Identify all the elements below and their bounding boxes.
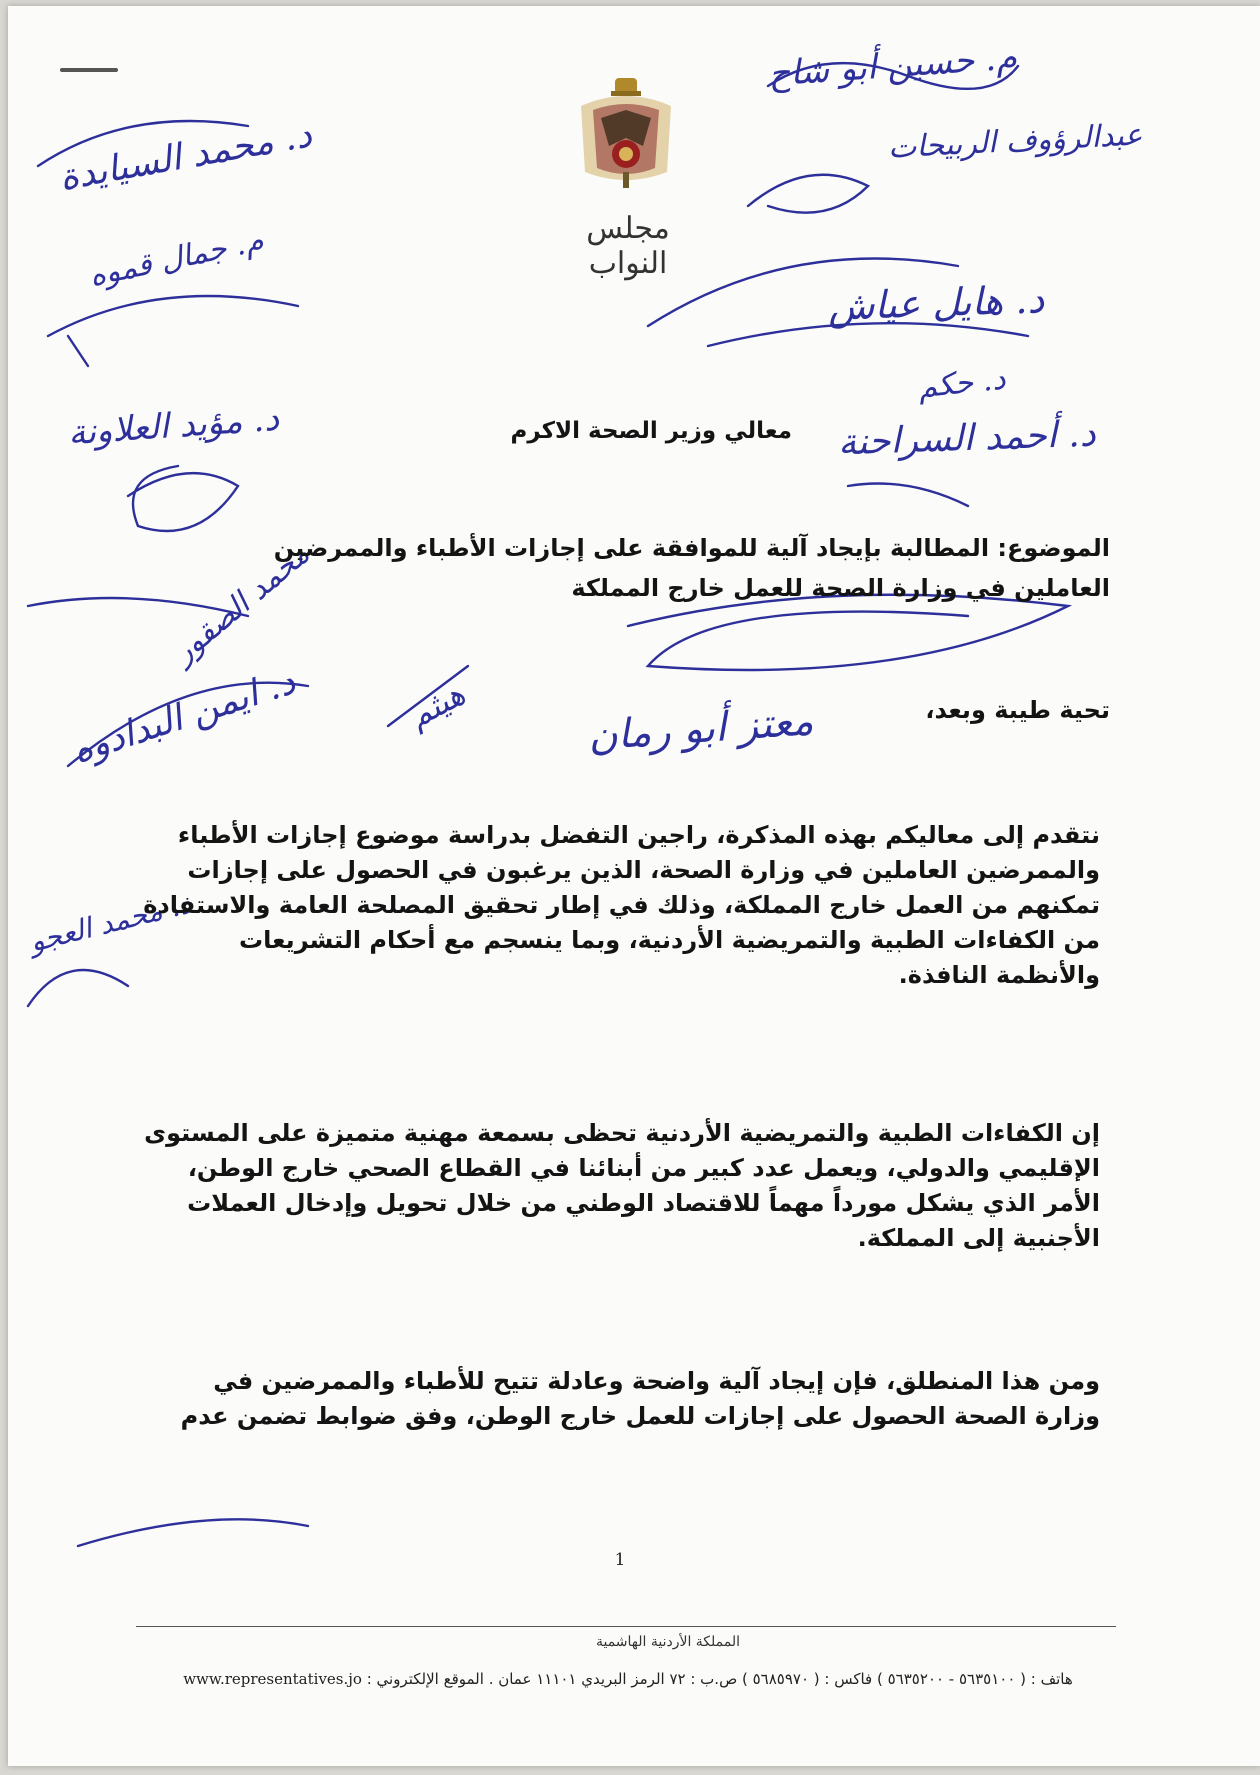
- recipient: معالي وزير الصحة الاكرم: [510, 418, 792, 444]
- signature: د. أحمد السراحنة: [837, 413, 1097, 464]
- signature: م. حسين أبو شاح: [766, 37, 1019, 95]
- signature: د. هايل عياش: [827, 277, 1045, 329]
- paragraph: ومن هذا المنطلق، فإن إيجاد آلية واضحة وعادلة تتيح للأطباء والممرضين في وزارة الصحة الحصول على إجازات للعمل خارج الوطن، وفق ضوابط تضمن عدم: [180, 1367, 1100, 1430]
- website-link[interactable]: www.representatives.jo: [183, 1670, 362, 1688]
- footer-contact: [168, 1670, 1088, 1688]
- greeting: تحية طيبة وبعد،: [925, 696, 1110, 724]
- footer-kingdom: المملكة الأردنية الهاشمية: [595, 1634, 741, 1650]
- signature: د. ايمن البدادوه: [67, 661, 301, 772]
- parliament-name: مجلس النواب: [586, 211, 670, 281]
- signature: محمد الصقور: [166, 536, 317, 671]
- signature: د. محمد العجو: [26, 886, 196, 959]
- paragraph: إن الكفاءات الطبية والتمريضية الأردنية تحظى بسمعة مهنية متميزة على المستوى الإقليمي والدولي، ويعمل عدد كبير من أبنائنا في القطاع الصحي خارج الوطن، الأمر الذي يشكل مورداً مهماً للاقتصاد الوطني من خلال تحويل وإدخال العملات الأجنبية إلى المملكة.: [144, 1119, 1100, 1252]
- signature: د. حكم: [916, 361, 1008, 406]
- footer-divider: [136, 1626, 1116, 1627]
- signature: عبدالرؤوف الربيحات: [887, 117, 1144, 166]
- signature: معتز أبو رمان: [586, 698, 815, 760]
- signature: د. مؤيد العلاونة: [66, 398, 281, 454]
- corner-mark: [60, 68, 118, 72]
- paragraph: نتقدم إلى معاليكم بهذه المذكرة، راجين التفضل بدراسة موضوع إجازات الأطباء والممرضين العاملين في وزارة الصحة، الذين يرغبون في الحصول على إجازات تمكنهم من العمل خارج المملكة، وذلك في إطار تحقيق المصلحة العامة والاستفادة من الكفاءات الطبية والتمريضية الأردنية، وبما ينسجم مع أحكام التشريعات والأنظمة النافذة.: [143, 821, 1100, 989]
- coat-of-arms-icon: [571, 76, 681, 194]
- signature: هيثم: [402, 674, 472, 736]
- contact-details: هاتف : ( ٥٦٣٥١٠٠ - ٥٦٣٥٢٠٠ ) فاكس : ( ٥٦٨٥٩٧٠ ) ص.ب : ٧٢ الرمز البريدي ١١١٠١ عمان . الموقع الإلكتروني :: [366, 1670, 1073, 1688]
- subject: الموضوع: المطالبة بإيجاد آلية للموافقة على إجازات الأطباء والممرضين العاملين في وزارة الصحة للعمل خارج المملكة: [273, 534, 1110, 602]
- signature: م. جمال قموه: [86, 222, 267, 295]
- signature: د. محمد السيايدة: [56, 114, 315, 199]
- letter-page: [8, 6, 1260, 1766]
- page-number: 1: [614, 1550, 626, 1570]
